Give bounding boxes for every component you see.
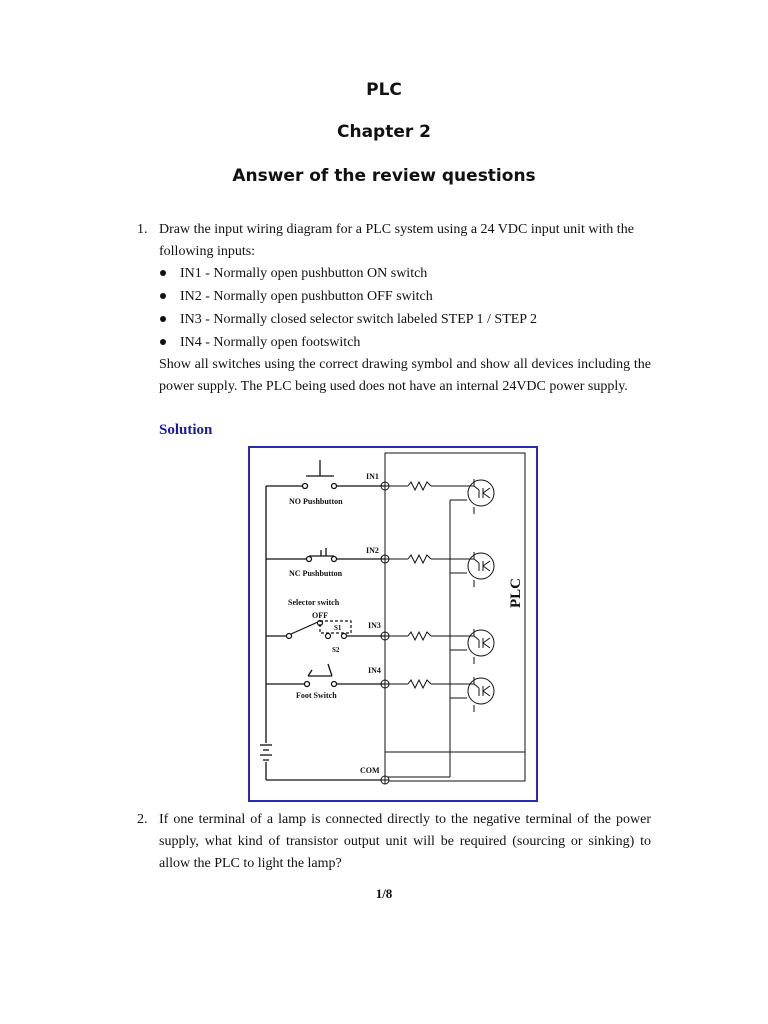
bullet-icon	[160, 293, 166, 299]
input-4-circuit	[381, 677, 494, 712]
label-plc: PLC	[508, 578, 524, 608]
solution-label: Solution	[159, 422, 213, 438]
list-item-text: IN2 - Normally open pushbutton OFF switch	[180, 289, 433, 304]
page-number: 1/8	[375, 886, 393, 901]
label-no-pushbutton: NO Pushbutton	[289, 497, 343, 506]
label-s2: S2	[332, 646, 340, 654]
list-item-text: IN3 - Normally closed selector switch labeled STEP 1 / STEP 2	[180, 312, 538, 327]
label-in1: IN1	[366, 472, 379, 481]
question-1-instructions: Show all switches using the correct drawing symbol and show all devices including the power supply. The PLC being used does not have an internal 24VDC power supply.	[159, 357, 651, 394]
label-in4: IN4	[368, 666, 381, 675]
bullet-icon	[160, 339, 166, 345]
bullet-icon	[160, 316, 166, 322]
question-2-text: If one terminal of a lamp is connected directly to the negative terminal of the power supply, what kind of transistor output unit will be required (sourcing or sinking) to allow the PLC to light the lamp?	[159, 812, 651, 871]
chapter-heading: Chapter 2	[336, 122, 431, 142]
page-title: PLC	[366, 80, 402, 100]
com-terminal-icon	[381, 776, 389, 784]
battery-icon	[260, 745, 272, 780]
label-in3: IN3	[368, 621, 381, 630]
label-in2: IN2	[366, 546, 379, 555]
question-1-input-list	[159, 262, 651, 354]
label-off: OFF	[312, 611, 328, 620]
list-item	[159, 308, 651, 331]
question-1-intro-line2: following inputs:	[159, 244, 256, 259]
section-heading: Answer of the review questions	[232, 166, 536, 186]
label-com: COM	[360, 766, 380, 775]
question-2-number: 2.	[137, 812, 148, 827]
list-item	[159, 331, 651, 354]
list-item	[159, 285, 651, 308]
label-nc-pushbutton: NC Pushbutton	[289, 569, 343, 578]
plc-box	[385, 453, 525, 781]
input-1-circuit	[381, 479, 494, 514]
bullet-icon	[160, 270, 166, 276]
list-item	[159, 262, 651, 285]
input-wiring-diagram	[248, 446, 538, 802]
input-3-circuit	[381, 629, 494, 664]
question-1-intro-line1: Draw the input wiring diagram for a PLC system using a 24 VDC input unit with the	[159, 222, 634, 237]
label-s1: S1	[334, 624, 342, 632]
list-item-text: IN4 - Normally open footswitch	[180, 335, 361, 350]
label-selector-switch: Selector switch	[288, 598, 340, 607]
question-1-number: 1.	[137, 222, 148, 237]
input-2-circuit	[381, 552, 494, 587]
list-item-text: IN1 - Normally open pushbutton ON switch	[180, 266, 428, 281]
label-foot-switch: Foot Switch	[296, 691, 337, 700]
